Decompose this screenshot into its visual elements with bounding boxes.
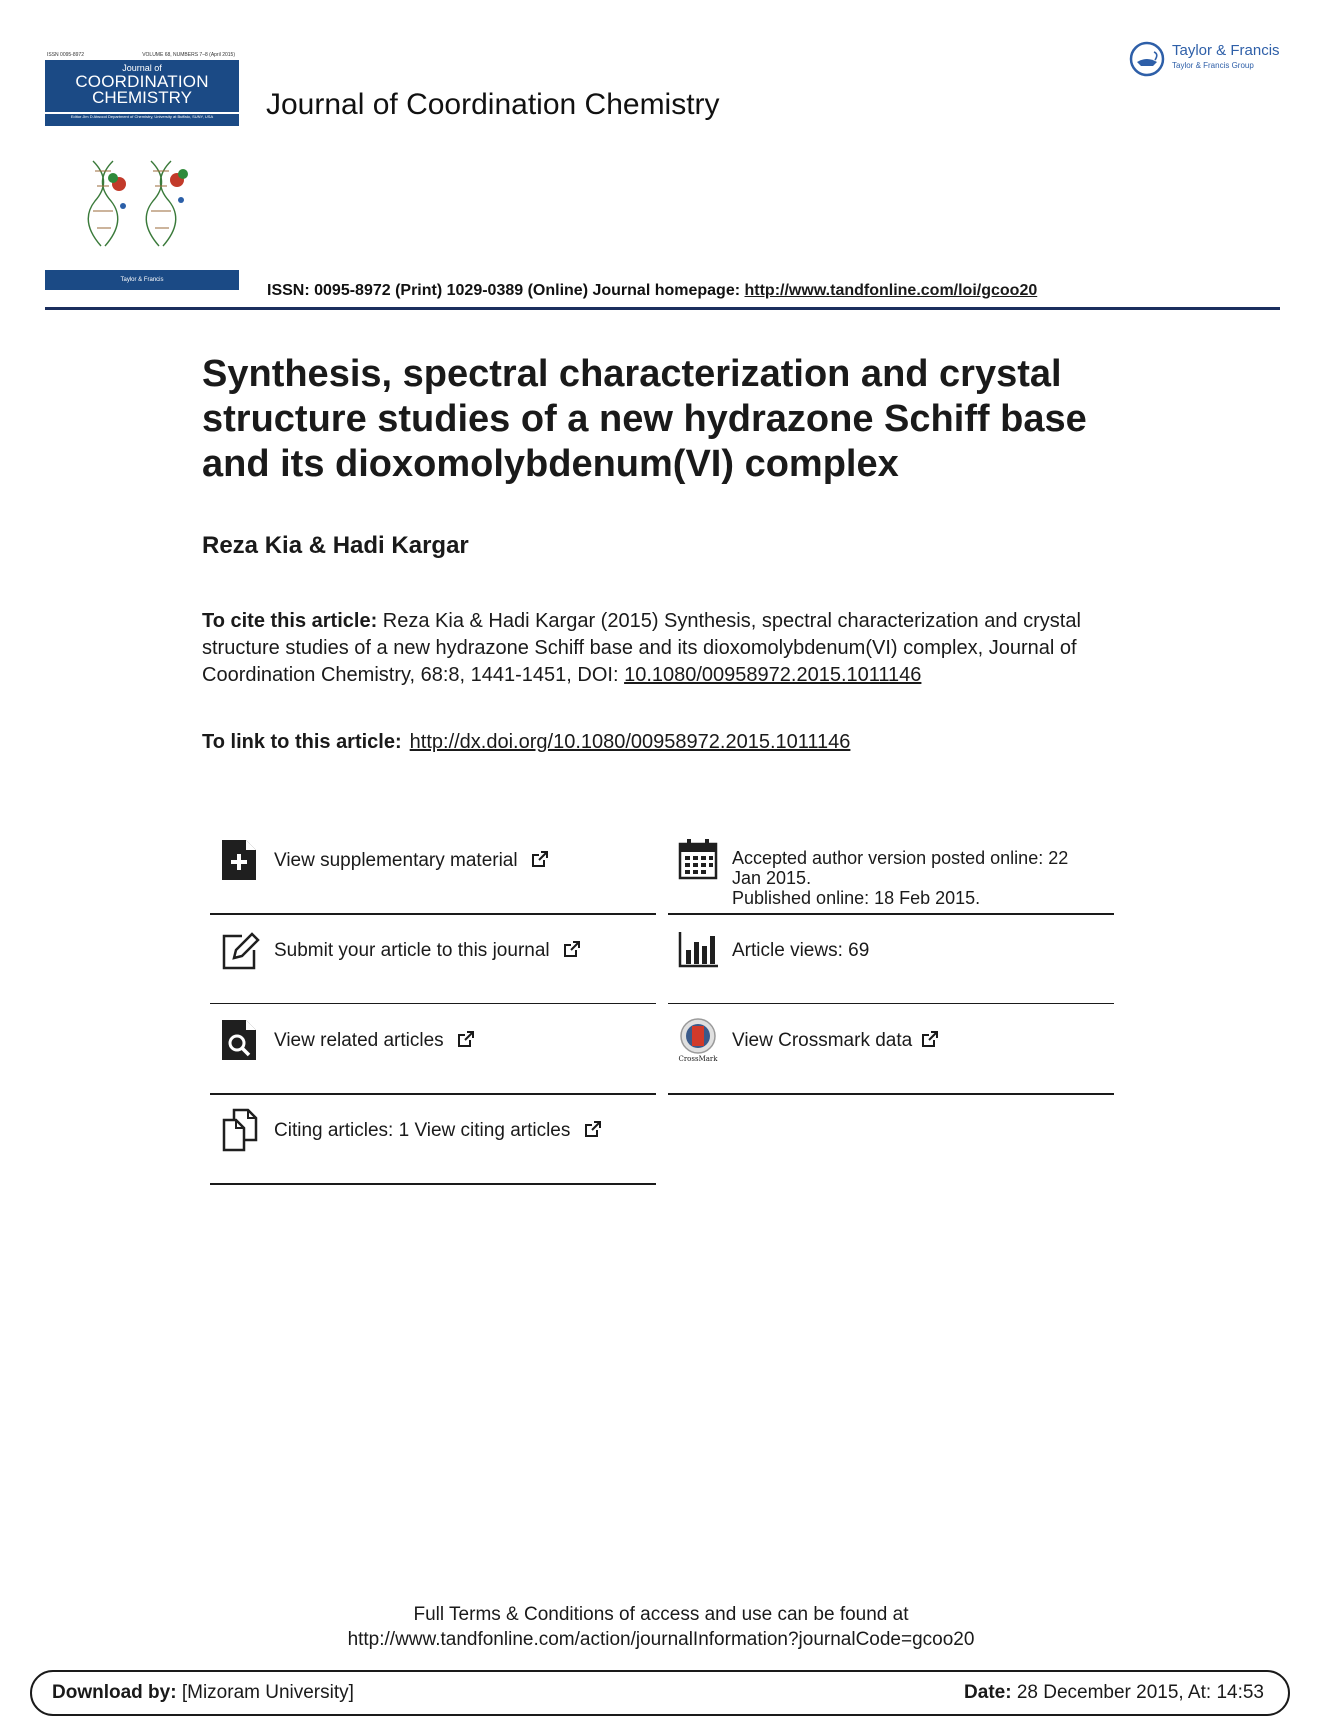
cite-label: To cite this article:: [202, 610, 378, 632]
download-value: [Mizoram University]: [176, 1682, 354, 1703]
date-label: Date:: [964, 1682, 1012, 1703]
crossmark-box[interactable]: [668, 1018, 1114, 1070]
terms-line1: Full Terms & Conditions of access and use can be found at: [413, 1604, 909, 1625]
date-value: 28 December 2015, At: 14:53: [1011, 1682, 1264, 1703]
document-search-icon: [220, 1018, 260, 1062]
logo-group: Taylor & Francis Group: [1172, 61, 1254, 70]
crossmark-icon: [678, 1018, 718, 1062]
document-plus-icon: [220, 838, 260, 882]
article-views-label: Article views: 69: [732, 940, 870, 961]
crossmark-logo-text: CrossMark: [678, 1055, 718, 1062]
external-link-icon: [584, 1120, 602, 1138]
article-title: Synthesis, spectral characterization and crystal structure studies of a new hydrazone Schiff base and its dioxomolybdenum(VI) complex: [202, 353, 1087, 485]
cover-title-line1: COORDINATION: [75, 72, 209, 91]
submit-article-box[interactable]: [210, 928, 655, 980]
box-divider: [210, 1093, 656, 1095]
external-link-icon: [457, 1030, 475, 1048]
bar-chart-icon: [678, 928, 718, 972]
external-link-icon: [531, 850, 549, 868]
copy-documents-icon: [220, 1108, 260, 1152]
journal-homepage-link[interactable]: http://www.tandfonline.com/loi/gcoo20: [744, 282, 1038, 299]
citing-label: Citing articles: 1 View citing articles: [274, 1120, 571, 1141]
external-link-icon: [563, 940, 581, 958]
submit-label: Submit your article to this journal: [274, 940, 550, 961]
edit-icon: [220, 928, 260, 972]
cover-title-line2: CHEMISTRY: [92, 88, 192, 107]
download-date: [964, 1682, 1264, 1704]
cover-top-line: [45, 52, 239, 60]
calendar-icon: [678, 838, 718, 882]
download-by: [52, 1682, 354, 1704]
cite-doi-link[interactable]: 10.1080/00958972.2015.1011146: [624, 664, 922, 686]
cover-issn: ISSN 0095-8972: [47, 52, 84, 58]
citation-block: [202, 608, 1082, 689]
published-online: Published online: 18 Feb 2015.: [732, 888, 981, 908]
box-divider: [668, 1093, 1114, 1095]
box-divider: [210, 1003, 656, 1004]
cite-text: Reza Kia & Hadi Kargar (2015) Synthesis, spectral characterization and crystal structure studies of a new hydrazone Schiff base and its dioxomolybdenum(VI) complex, Journal of Coordination Chemistry, 68:8, 1441-1451, DOI:: [202, 610, 1081, 686]
article-authors: Reza Kia & Hadi Kargar: [202, 532, 469, 559]
taylor-francis-lamp-icon: [1128, 40, 1166, 78]
logo-name: Taylor & Francis: [1172, 42, 1280, 59]
cover-title-band: [45, 60, 239, 112]
journal-cover-thumbnail[interactable]: [45, 52, 239, 292]
box-divider: [668, 913, 1114, 915]
cover-volume: VOLUME 68, NUMBERS 7–8 (April 2015): [142, 52, 235, 58]
terms-footer: [0, 1602, 1322, 1652]
accepted-line1: Accepted author version posted online: 22: [732, 848, 1069, 868]
box-divider: [668, 1003, 1114, 1004]
issn-text: ISSN: 0095-8972 (Print) 1029-0389 (Online) Journal homepage:: [267, 282, 745, 299]
article-link-line: [202, 731, 850, 754]
box-divider: [210, 1183, 656, 1185]
download-label: Download by:: [52, 1682, 177, 1703]
article-doi-url[interactable]: http://dx.doi.org/10.1080/00958972.2015.1011146: [409, 731, 851, 753]
header-divider: [45, 307, 1280, 310]
cover-editor-line: Editor Jim D Atwood Department of Chemistry, University at Buffalo, SUNY, USA: [45, 114, 239, 126]
article-views-box: [668, 928, 1114, 980]
journal-title: Journal of Coordination Chemistry: [266, 88, 720, 121]
download-info-bar: [30, 1670, 1290, 1716]
issn-line: [267, 282, 1037, 300]
crossmark-label: View Crossmark data: [732, 1030, 913, 1051]
external-link-icon: [921, 1030, 939, 1048]
link-label: To link to this article:: [202, 731, 402, 753]
cover-publisher-band: Taylor & Francis: [45, 270, 239, 290]
supplementary-label: View supplementary material: [274, 850, 518, 871]
terms-url[interactable]: http://www.tandfonline.com/action/journalInformation?journalCode=gcoo20: [347, 1629, 975, 1650]
related-articles-box[interactable]: [210, 1018, 655, 1070]
molecule-illustration: [83, 156, 203, 256]
supplementary-box[interactable]: [210, 838, 655, 890]
taylor-francis-logo[interactable]: [1128, 40, 1288, 76]
box-divider: [210, 913, 656, 915]
cover-journal-of: Journal of: [122, 63, 162, 73]
citing-articles-box[interactable]: [210, 1108, 655, 1160]
accepted-line2: Jan 2015.: [732, 868, 812, 888]
publication-dates-box: [668, 838, 1114, 912]
related-label: View related articles: [274, 1030, 444, 1051]
